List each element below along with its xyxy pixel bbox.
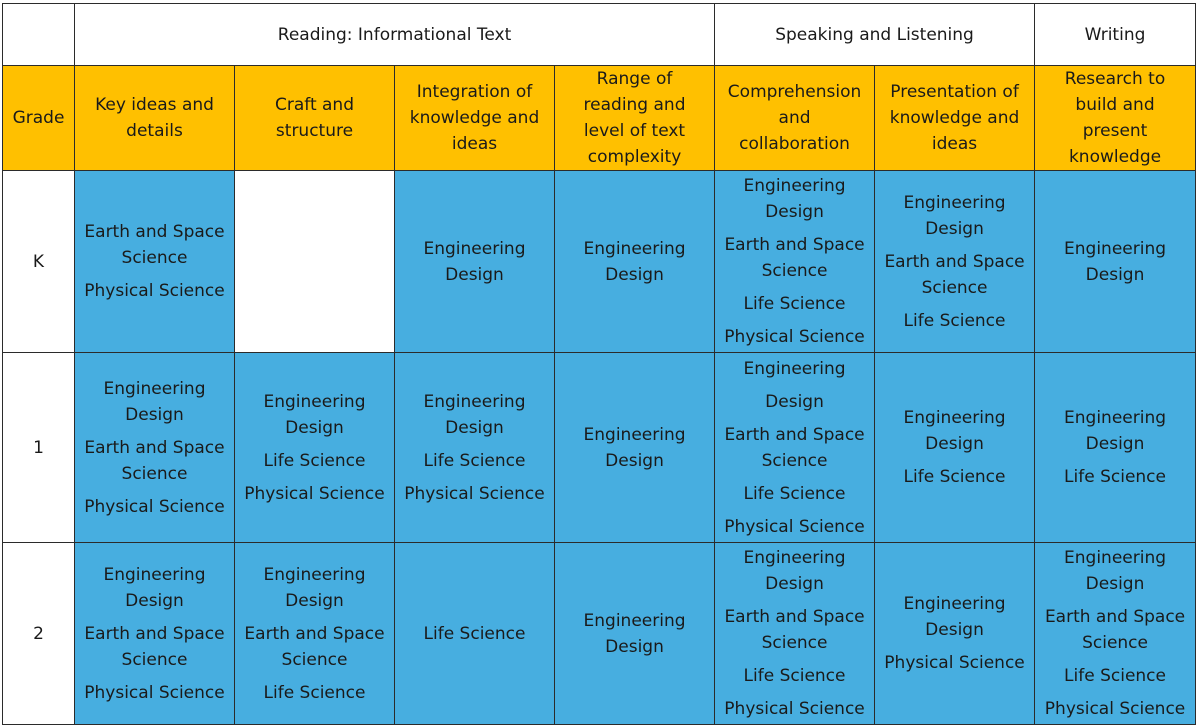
cell-research <box>1035 171 1196 353</box>
subject-label: Physical Science <box>1044 699 1186 719</box>
subject-label: Engineering Design <box>1064 548 1167 594</box>
subject-label: Physical Science <box>884 653 1025 673</box>
cell-craft <box>235 171 395 353</box>
header-line: ideas <box>451 134 498 154</box>
group-header-writing: Writing <box>1035 4 1196 66</box>
subject-label: Engineering Design <box>903 192 1006 239</box>
subject-label: Physical Science <box>84 281 225 301</box>
header-line: level of text <box>583 121 686 141</box>
column-header-row <box>3 66 1196 171</box>
subject-label: Engineering Design <box>263 391 366 438</box>
cell-key-ideas <box>75 353 235 543</box>
header-line: knowledge and <box>889 108 1020 128</box>
header-line: Key ideas and <box>95 95 214 115</box>
standards-table <box>2 3 1196 725</box>
subject-label: Physical Science <box>724 516 865 537</box>
subject-label: Life Science <box>743 294 846 314</box>
header-line: ideas <box>931 134 978 154</box>
cell-presentation <box>875 543 1035 725</box>
header-line: Integration of <box>416 82 533 102</box>
subject-label: Physical Science <box>724 699 865 719</box>
group-header-speaking: Speaking and Listening <box>715 4 1035 66</box>
cell-comprehension <box>715 171 875 353</box>
subject-label: Engineering Design <box>903 408 1006 454</box>
subject-label: Engineering Design <box>263 564 366 611</box>
header-line: Craft and <box>274 95 354 115</box>
cell-craft <box>235 353 395 543</box>
subject-label: Life Science <box>903 467 1006 487</box>
group-header-row <box>3 4 1196 66</box>
header-line: knowledge and <box>409 108 540 128</box>
column-header-comprehension <box>715 66 875 171</box>
cell-key-ideas <box>75 171 235 353</box>
subject-label: Engineering Design <box>1064 238 1167 285</box>
group-header-reading: Reading: Informational Text <box>75 4 715 66</box>
subject-label: Life Science <box>1064 467 1166 487</box>
subject-label: Earth and Space Science <box>724 424 865 471</box>
subject-label: Design <box>765 391 824 412</box>
column-header-range <box>555 66 715 171</box>
subject-label: Engineering Design <box>903 594 1006 640</box>
subject-label: Life Science <box>1064 666 1166 686</box>
subject-label: Life Science <box>423 623 526 644</box>
subject-label: Engineering Design <box>583 238 686 285</box>
header-line: Presentation of <box>890 82 1019 102</box>
header-line: Research to <box>1064 69 1166 89</box>
subject-label: Engineering <box>743 358 846 379</box>
cell-integration <box>395 353 555 543</box>
header-line: build and <box>1075 95 1155 115</box>
subject-label: Earth and Space Science <box>84 623 225 670</box>
cell-presentation <box>875 353 1035 543</box>
cell-integration <box>395 543 555 725</box>
subject-label: Engineering Design <box>583 424 686 471</box>
subject-label: Life Science <box>903 310 1006 331</box>
cell-range <box>555 543 715 725</box>
cell-integration <box>395 171 555 353</box>
corner-cell <box>3 4 75 66</box>
cell-research <box>1035 353 1196 543</box>
subject-label: Life Science <box>263 450 366 471</box>
subject-label: Physical Science <box>244 483 385 504</box>
header-line: Comprehension <box>727 82 862 102</box>
header-line: reading and <box>583 95 686 115</box>
header-line: collaboration <box>739 134 850 154</box>
column-header-key-ideas <box>75 66 235 171</box>
subject-label: Life Science <box>743 483 846 504</box>
subject-label: Engineering Design <box>423 238 526 285</box>
subject-label: Life Science <box>423 450 526 471</box>
cell-craft <box>235 543 395 725</box>
subject-label: Life Science <box>743 666 846 686</box>
subject-label: Earth and Space Science <box>244 623 385 670</box>
subject-label: Engineering Design <box>743 176 846 222</box>
subject-label: Engineering Design <box>103 564 206 611</box>
subject-label: Engineering Design <box>423 391 526 438</box>
cell-comprehension <box>715 543 875 725</box>
cell-range <box>555 171 715 353</box>
column-header-grade: Grade <box>3 66 75 171</box>
column-header-craft <box>235 66 395 171</box>
subject-label: Earth and Space Science <box>84 222 225 268</box>
header-line: details <box>126 121 183 141</box>
cell-comprehension <box>715 353 875 543</box>
grade-row-1 <box>3 353 1196 543</box>
subject-label: Life Science <box>263 682 366 703</box>
subject-label: Earth and Space Science <box>84 437 225 484</box>
column-header-research <box>1035 66 1196 171</box>
grade-row-k <box>3 171 1196 353</box>
subject-label: Physical Science <box>84 682 225 703</box>
column-header-integration <box>395 66 555 171</box>
subject-label: Earth and Space Science <box>724 607 865 653</box>
header-line: Range of <box>596 69 673 89</box>
subject-label: Earth and Space Science <box>724 235 865 281</box>
header-line: complexity <box>587 147 682 167</box>
cell-presentation <box>875 171 1035 353</box>
grade-cell: 2 <box>3 543 75 725</box>
subject-label: Engineering Design <box>583 610 686 657</box>
subject-label: Earth and Space Science <box>884 251 1025 298</box>
cell-research <box>1035 543 1196 725</box>
cell-key-ideas <box>75 543 235 725</box>
cell-range <box>555 353 715 543</box>
subject-label: Engineering Design <box>1064 408 1167 454</box>
subject-label: Physical Science <box>84 496 225 517</box>
subject-label: Physical Science <box>404 483 545 504</box>
subject-label: Engineering Design <box>743 548 846 594</box>
subject-label: Engineering Design <box>103 378 206 425</box>
grade-row-2 <box>3 543 1196 725</box>
header-line: and <box>778 108 811 128</box>
header-line: knowledge <box>1068 147 1162 167</box>
subject-label: Physical Science <box>724 327 865 347</box>
header-line: structure <box>275 121 354 141</box>
grade-cell: K <box>3 171 75 353</box>
column-header-presentation <box>875 66 1035 171</box>
grade-cell: 1 <box>3 353 75 543</box>
subject-label: Earth and Space Science <box>1044 607 1186 653</box>
header-line: present <box>1082 121 1148 141</box>
